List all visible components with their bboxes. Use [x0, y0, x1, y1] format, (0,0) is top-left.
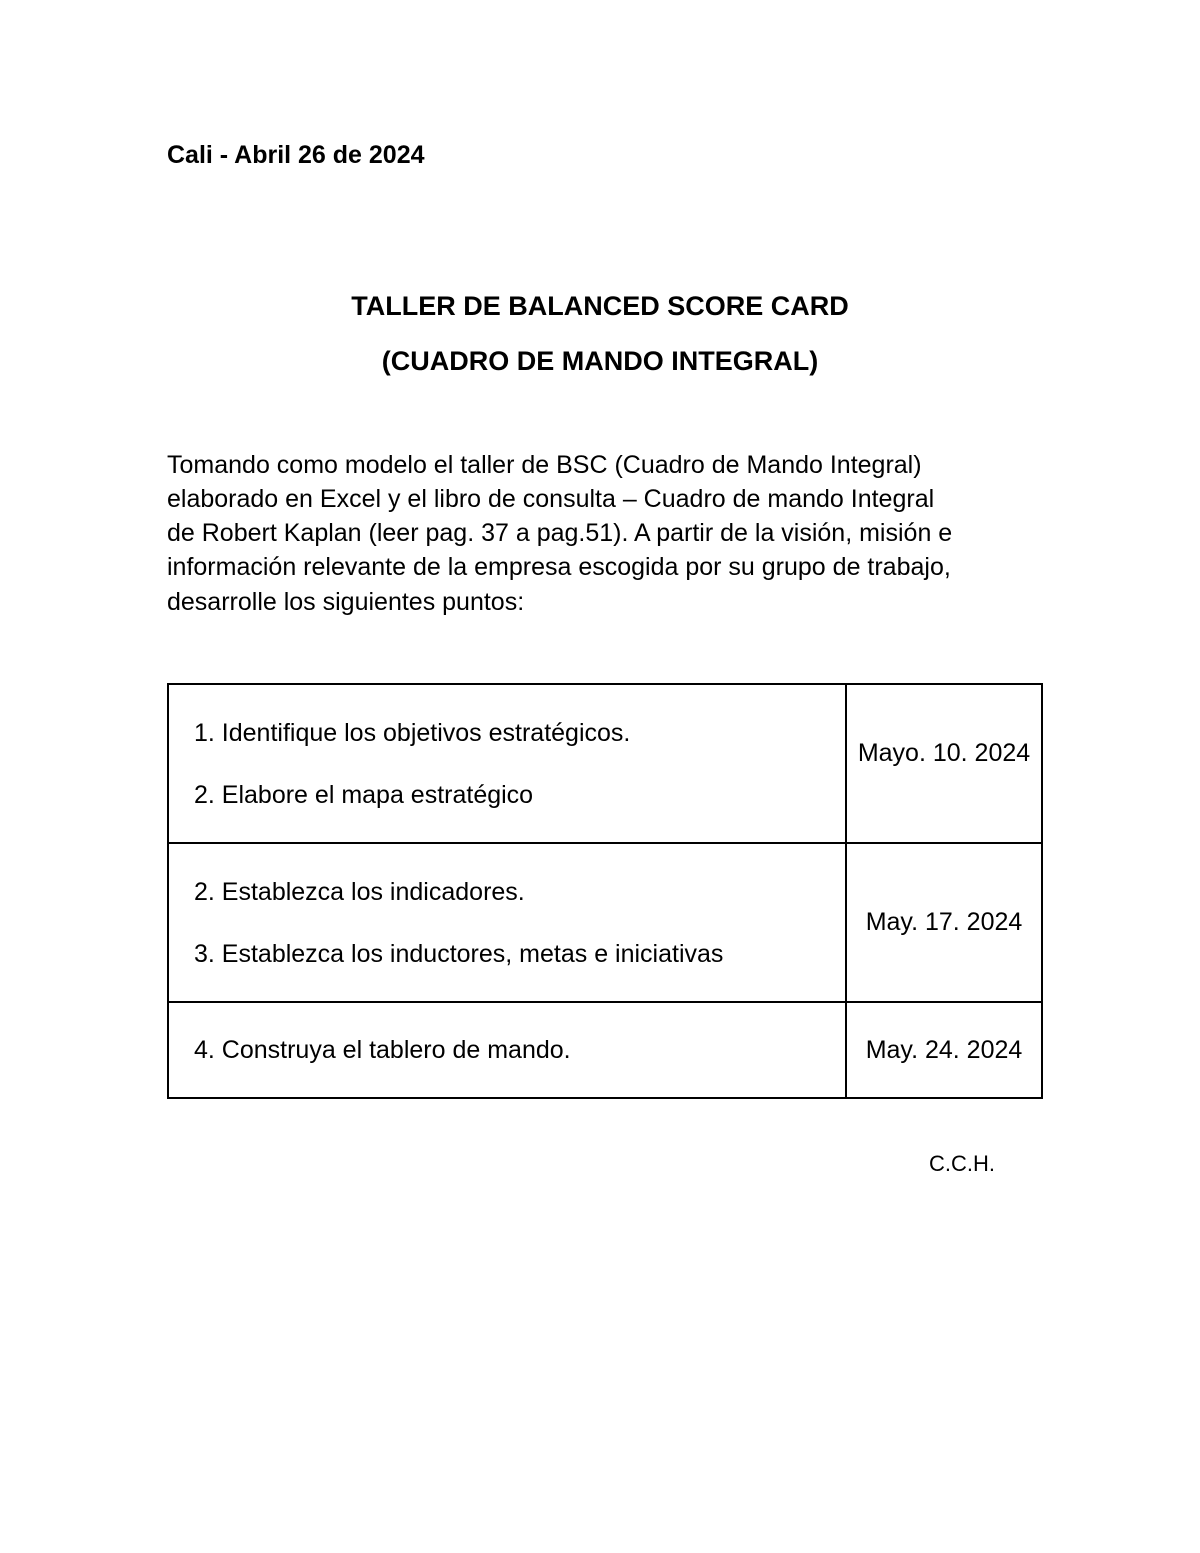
task-item: 2. Establezca los indicadores.	[194, 877, 525, 906]
due-date-cell: Mayo. 10. 2024	[846, 684, 1042, 843]
intro-line: elaborado en Excel y el libro de consulta – Cuadro de mando Integral	[167, 485, 935, 513]
task-item: 3. Establezca los inductores, metas e iniciativas	[194, 939, 724, 968]
document-title: TALLER DE BALANCED SCORE CARD	[351, 291, 849, 321]
due-date-cell: May. 17. 2024	[846, 843, 1042, 1002]
task-cell	[168, 684, 846, 843]
date-line: Cali - Abril 26 de 2024	[167, 141, 425, 169]
table-row	[168, 1002, 1042, 1098]
schedule-table	[167, 683, 1043, 1099]
table-row	[168, 684, 1042, 843]
intro-line: desarrolle los siguientes puntos:	[167, 588, 525, 616]
task-cell	[168, 843, 846, 1002]
intro-line: información relevante de la empresa escogida por su grupo de trabajo,	[167, 553, 951, 581]
task-item: 1. Identifique los objetivos estratégicos.	[194, 718, 631, 747]
intro-line: de Robert Kaplan (leer pag. 37 a pag.51). A partir de la visión, misión e	[167, 519, 953, 547]
table-row	[168, 843, 1042, 1002]
intro-line: Tomando como modelo el taller de BSC (Cuadro de Mando Integral)	[167, 451, 922, 479]
document-subtitle: (CUADRO DE MANDO INTEGRAL)	[381, 346, 819, 376]
due-date-cell: May. 24. 2024	[846, 1002, 1042, 1098]
task-item: 4. Construya el tablero de mando.	[194, 1036, 571, 1064]
signature-initials: C.C.H.	[929, 1151, 995, 1176]
task-item: 2. Elabore el mapa estratégico	[194, 780, 534, 809]
task-cell	[168, 1002, 846, 1098]
